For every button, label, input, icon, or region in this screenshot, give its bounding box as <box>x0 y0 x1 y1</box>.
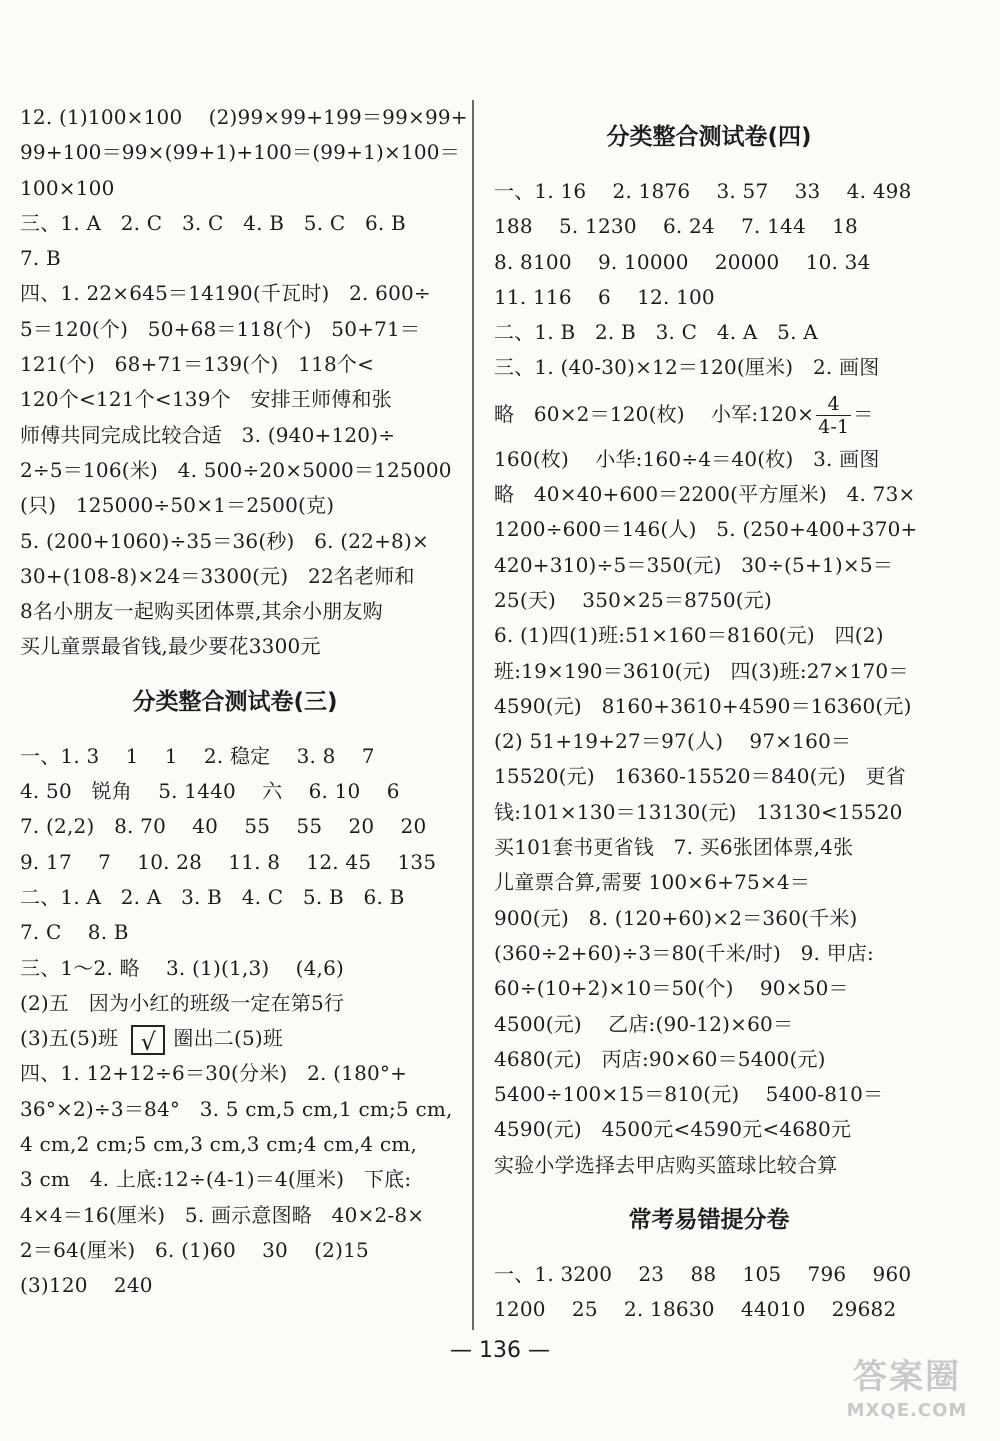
answer-line: (360÷2+60)÷3＝80(千米/时) 9. 甲店: <box>494 940 874 965</box>
answer-line: 15520(元) 16360-15520＝840(元) 更省 <box>494 764 906 789</box>
answer-line: 36°×2)÷3＝84° 3. 5 cm,5 cm,1 cm;5 cm, <box>20 1096 453 1121</box>
watermark-url: MXQE.COM <box>846 1400 968 1421</box>
answer-line: 4590(元) 4500元<4590元<4680元 <box>494 1117 852 1142</box>
answer-line: 6. (1)四(1)班:51×160＝8160(元) 四(2) <box>494 623 884 648</box>
answer-line: 2÷5＝106(米) 4. 500÷20×5000＝125000 <box>20 457 452 482</box>
answer-line: 4×4＝16(厘米) 5. 画示意图略 40×2-8× <box>20 1202 425 1227</box>
answer-line: 一、1. 3200 23 88 105 796 960 <box>494 1262 912 1287</box>
answer-line: 3 cm 4. 上底:12÷(4-1)＝4(厘米) 下底: <box>20 1167 412 1192</box>
answer-line: (只) 125000÷50×1＝2500(克) <box>20 493 335 518</box>
answer-line: 60÷(10+2)×10＝50(个) 90×50＝ <box>494 976 849 1001</box>
answer-line: 5. (200+1060)÷35＝36(秒) 6. (22+8)× <box>20 528 429 553</box>
answer-line: 一、1. 3 1 1 2. 稳定 3. 8 7 <box>20 743 375 768</box>
answer-line: 25(天) 350×25＝8750(元) <box>494 587 772 612</box>
answer-line: 160(枚) 小华:160÷4＝40(枚) 3. 画图 <box>494 446 880 471</box>
answer-line: 三、1～2. 略 3. (1)(1,3) (4,6) <box>20 955 345 980</box>
answer-line: 一、1. 16 2. 1876 3. 57 33 4. 498 <box>494 179 912 203</box>
answer-line: (3)120 240 <box>20 1273 153 1298</box>
answer-line: 900(元) 8. (120+60)×2＝360(千米) <box>494 905 858 930</box>
answer-line: 班:19×190＝3610(元) 四(3)班:27×170＝ <box>494 658 909 683</box>
answer-line <box>494 386 924 442</box>
answer-text: ＝ <box>853 401 874 426</box>
fraction-numerator: 4 <box>816 393 851 416</box>
fraction <box>816 393 851 438</box>
left-answer-column <box>20 100 468 1304</box>
answer-line: 7. C 8. B <box>20 920 129 945</box>
answer-line: 4 cm,2 cm;5 cm,3 cm,3 cm;4 cm,4 cm, <box>20 1132 417 1157</box>
answer-line: 188 5. 1230 6. 24 7. 144 18 <box>494 214 858 239</box>
answer-line: (2) 51+19+27＝97(人) 97×160＝ <box>494 729 852 754</box>
right-answer-column <box>494 100 924 1328</box>
answer-line: 30+(108-8)×24＝3300(元) 22名老师和 <box>20 563 415 588</box>
answer-line: 120个<121个<139个 安排王师傅和张 <box>20 387 392 412</box>
answer-line: 5400÷100×15＝810(元) 5400-810＝ <box>494 1082 884 1107</box>
page-number: — 136 — <box>450 1338 550 1363</box>
answer-line: 100×100 <box>20 175 115 200</box>
answer-line: 4680(元) 丙店:90×60＝5400(元) <box>494 1046 826 1071</box>
answer-line: 略 40×40+600＝2200(平方厘米) 4. 73× <box>494 482 916 507</box>
answer-text: 圈出二(5)班 <box>173 1026 284 1051</box>
answer-line: 420+310)÷5＝350(元) 30÷(5+1)×5＝ <box>494 552 893 577</box>
answer-line: 7. (2,2) 8. 70 40 55 55 20 20 <box>20 814 427 839</box>
answer-line: 三、1. (40-30)×12＝120(厘米) 2. 画图 <box>494 355 880 380</box>
section-heading: 分类整合测试卷(三) <box>132 688 338 715</box>
answer-line: 二、1. A 2. A 3. B 4. C 5. B 6. B <box>20 884 405 909</box>
answer-line: 11. 116 6 12. 100 <box>494 284 715 309</box>
answer-line: 9. 17 7 10. 28 11. 8 12. 45 135 <box>20 849 437 874</box>
answer-text: 略 60×2＝120(枚) 小军:120× <box>494 401 815 426</box>
answer-line: 99+100＝99×(99+1)+100＝(99+1)×100＝ <box>20 140 460 165</box>
answer-line: 钱:101×130＝13130(元) 13130<15520 <box>494 799 903 824</box>
answer-line: 四、1. 12+12÷6＝30(分米) 2. (180°+ <box>20 1061 408 1086</box>
answer-line: 1200 25 2. 18630 44010 29682 <box>494 1297 897 1322</box>
answer-line: 4500(元) 乙店:(90-12)×60＝ <box>494 1011 794 1036</box>
answer-line <box>20 1021 450 1056</box>
answer-line: 8名小朋友一起购买团体票,其余小朋友购 <box>20 599 383 624</box>
answer-line: 2＝64(厘米) 6. (1)60 30 (2)15 <box>20 1237 369 1262</box>
section-heading: 分类整合测试卷(四) <box>606 124 812 150</box>
answer-line: 12. (1)100×100 (2)99×99+199＝99×99+ <box>20 105 468 129</box>
answer-line: 买儿童票最省钱,最少要花3300元 <box>20 634 321 659</box>
answer-text: (3)五(5)班 <box>20 1026 132 1051</box>
column-divider <box>472 100 474 1330</box>
answer-line: 1200÷600＝146(人) 5. (250+400+370+ <box>494 517 918 542</box>
answer-line: (2)五 因为小红的班级一定在第5行 <box>20 990 345 1015</box>
watermark-logo-text: 答案圈 <box>853 1357 961 1397</box>
checkmark-box: √ <box>131 1025 165 1055</box>
fraction-denominator: 4-1 <box>818 415 850 438</box>
watermark-logo <box>832 1355 982 1435</box>
answer-line: 四、1. 22×645＝14190(千瓦时) 2. 600÷ <box>20 281 431 306</box>
answer-line: 儿童票合算,需要 100×6+75×4＝ <box>494 870 811 895</box>
answer-line: 5＝120(个) 50+68＝118(个) 50+71＝ <box>20 316 421 341</box>
answer-line: 4590(元) 8160+3610+4590＝16360(元) <box>494 693 912 718</box>
answer-line: 三、1. A 2. C 3. C 4. B 5. C 6. B <box>20 210 406 235</box>
section-heading: 常考易错提分卷 <box>628 1207 790 1234</box>
answer-line: 师傅共同完成比较合适 3. (940+120)÷ <box>20 422 396 447</box>
answer-line: 121(个) 68+71＝139(个) 118个< <box>20 352 375 377</box>
answer-line: 二、1. B 2. B 3. C 4. A 5. A <box>494 320 818 345</box>
answer-line: 7. B <box>20 246 61 271</box>
answer-line: 8. 8100 9. 10000 20000 10. 34 <box>494 249 871 274</box>
answer-line: 4. 50 锐角 5. 1440 六 6. 10 6 <box>20 779 400 804</box>
answer-line: 买101套书更省钱 7. 买6张团体票,4张 <box>494 835 854 860</box>
answer-line: 实验小学选择去甲店购买篮球比较合算 <box>494 1152 838 1177</box>
